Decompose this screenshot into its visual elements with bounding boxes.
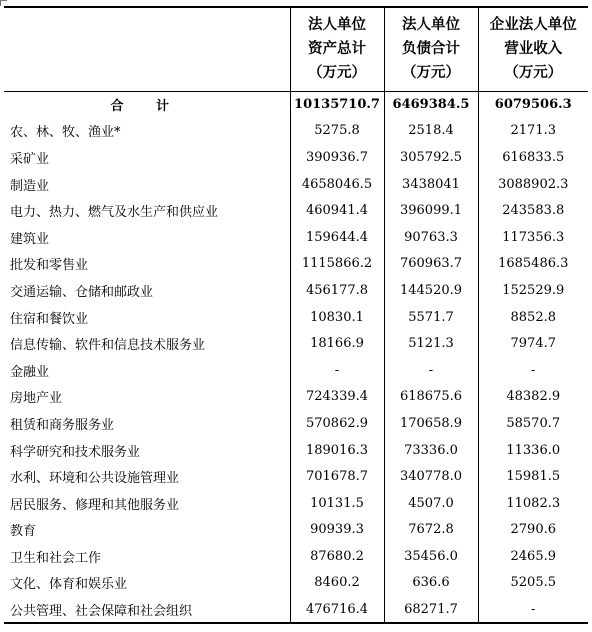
assets-cell: 5275.8 <box>290 118 384 145</box>
industry-cell: 农、林、牧、渔业* <box>4 118 290 145</box>
assets-cell: 90939.3 <box>290 517 384 544</box>
assets-cell: 189016.3 <box>290 437 384 464</box>
liabilities-cell: 760963.7 <box>384 251 478 278</box>
industry-cell: 批发和零售业 <box>4 251 290 278</box>
industry-cell: 居民服务、修理和其他服务业 <box>4 490 290 517</box>
table-row <box>4 570 588 597</box>
table-row <box>4 171 588 198</box>
table-row-total <box>4 91 588 118</box>
table-row <box>4 118 588 145</box>
table-row <box>4 384 588 411</box>
header-revenue <box>478 7 588 91</box>
table-row <box>4 517 588 544</box>
table-row <box>4 330 588 357</box>
revenue-cell: 616833.5 <box>502 149 565 165</box>
assets-cell: 159644.4 <box>290 224 384 251</box>
industry-cell: 金融业 <box>4 357 290 384</box>
table-row <box>4 197 588 224</box>
industry-cell: 房地产业 <box>4 384 290 411</box>
industry-cell: 公共管理、社会保障和社会组织 <box>4 596 290 623</box>
revenue-cell: 1685486.3 <box>498 256 569 272</box>
assets-cell: 10135710.7 <box>290 91 384 118</box>
liabilities-cell: 4507.0 <box>384 490 478 517</box>
liabilities-cell: 68271.7 <box>384 596 478 623</box>
header-assets-line3: （万元） <box>308 64 366 82</box>
revenue-cell: 2790.6 <box>510 522 556 538</box>
liabilities-cell: 73336.0 <box>384 437 478 464</box>
assets-cell: - <box>290 357 384 384</box>
header-assets <box>290 7 384 91</box>
revenue-cell: 5205.5 <box>510 575 556 591</box>
industry-cell: 教育 <box>4 517 290 544</box>
header-liabilities-line2: 负债合计 <box>402 40 460 58</box>
table-row <box>4 251 588 278</box>
table-row <box>4 357 588 384</box>
liabilities-cell: 618675.6 <box>384 384 478 411</box>
table-row <box>4 144 588 171</box>
revenue-cell: - <box>478 596 588 623</box>
industry-cell: 水利、环境和公共设施管理业 <box>4 463 290 490</box>
revenue-cell: 15981.5 <box>506 469 561 485</box>
table-row <box>4 410 588 437</box>
header-liabilities-line3: （万元） <box>402 64 460 82</box>
liabilities-cell: 144520.9 <box>384 277 478 304</box>
header-industry <box>4 7 290 91</box>
assets-cell: 456177.8 <box>290 277 384 304</box>
assets-cell: 10830.1 <box>290 304 384 331</box>
table-row <box>4 224 588 251</box>
assets-cell: 87680.2 <box>290 543 384 570</box>
liabilities-cell: 5121.3 <box>384 330 478 357</box>
industry-cell: 电力、热力、燃气及水生产和供应业 <box>4 197 290 224</box>
liabilities-cell: 3438041 <box>384 171 478 198</box>
revenue-cell: 117356.3 <box>502 229 565 245</box>
industry-cell: 采矿业 <box>4 144 290 171</box>
assets-cell: 8460.2 <box>290 570 384 597</box>
revenue-cell: 7974.7 <box>510 336 556 352</box>
industry-cell: 科学研究和技术服务业 <box>4 437 290 464</box>
liabilities-cell: 90763.3 <box>384 224 478 251</box>
liabilities-cell: 340778.0 <box>384 463 478 490</box>
industry-cell: 合 计 <box>4 91 290 118</box>
industry-cell: 交通运输、仓储和邮政业 <box>4 277 290 304</box>
header-revenue-line1: 企业法人单位 <box>489 16 577 34</box>
revenue-cell: 11082.3 <box>506 495 561 511</box>
industry-cell: 卫生和社会工作 <box>4 543 290 570</box>
table-header-row <box>4 7 588 91</box>
statistics-table <box>4 6 588 624</box>
liabilities-cell: 7672.8 <box>384 517 478 544</box>
table-row <box>4 304 588 331</box>
revenue-cell: 11336.0 <box>506 442 561 458</box>
liabilities-cell: - <box>384 357 478 384</box>
industry-cell: 文化、体育和娱乐业 <box>4 570 290 597</box>
table-row <box>4 437 588 464</box>
revenue-cell: 58570.7 <box>506 415 561 431</box>
liabilities-cell: 6469384.5 <box>384 91 478 118</box>
table-row <box>4 463 588 490</box>
industry-cell: 制造业 <box>4 171 290 198</box>
liabilities-cell: 5571.7 <box>384 304 478 331</box>
liabilities-cell: 305792.5 <box>384 144 478 171</box>
header-revenue-line2: 营业收入 <box>504 40 563 58</box>
revenue-cell: 243583.8 <box>502 203 565 219</box>
table-row <box>4 543 588 570</box>
assets-cell: 4658046.5 <box>290 171 384 198</box>
assets-cell: 724339.4 <box>290 384 384 411</box>
liabilities-cell: 396099.1 <box>384 197 478 224</box>
liabilities-cell: 636.6 <box>384 570 478 597</box>
revenue-cell: - <box>531 362 536 378</box>
table-row <box>4 490 588 517</box>
revenue-cell: 6079506.3 <box>494 97 572 113</box>
assets-cell: 701678.7 <box>290 463 384 490</box>
assets-cell: 1115866.2 <box>290 251 384 278</box>
industry-cell: 建筑业 <box>4 224 290 251</box>
assets-cell: 10131.5 <box>290 490 384 517</box>
assets-cell: 390936.7 <box>290 144 384 171</box>
revenue-cell: 2465.9 <box>510 548 556 564</box>
assets-cell: 460941.4 <box>290 197 384 224</box>
header-assets-line1: 法人单位 <box>308 16 366 34</box>
header-liabilities <box>384 7 478 91</box>
liabilities-cell: 2518.4 <box>384 118 478 145</box>
revenue-cell: 152529.9 <box>502 282 565 298</box>
revenue-cell: 48382.9 <box>506 389 561 405</box>
table-row <box>4 596 588 623</box>
header-assets-line2: 资产总计 <box>308 40 366 58</box>
assets-cell: 570862.9 <box>290 410 384 437</box>
industry-cell: 租赁和商务服务业 <box>4 410 290 437</box>
revenue-cell: 3088902.3 <box>498 176 569 192</box>
industry-cell: 信息传输、软件和信息技术服务业 <box>4 330 290 357</box>
header-revenue-line3: （万元） <box>504 64 563 82</box>
industry-cell: 住宿和餐饮业 <box>4 304 290 331</box>
table-row <box>4 277 588 304</box>
revenue-cell: 2171.3 <box>510 123 556 139</box>
liabilities-cell: 170658.9 <box>384 410 478 437</box>
revenue-cell: 8852.8 <box>510 309 556 325</box>
table-body <box>4 91 588 623</box>
liabilities-cell: 35456.0 <box>384 543 478 570</box>
header-liabilities-line1: 法人单位 <box>402 16 460 34</box>
assets-cell: 476716.4 <box>290 596 384 623</box>
assets-cell: 18166.9 <box>290 330 384 357</box>
